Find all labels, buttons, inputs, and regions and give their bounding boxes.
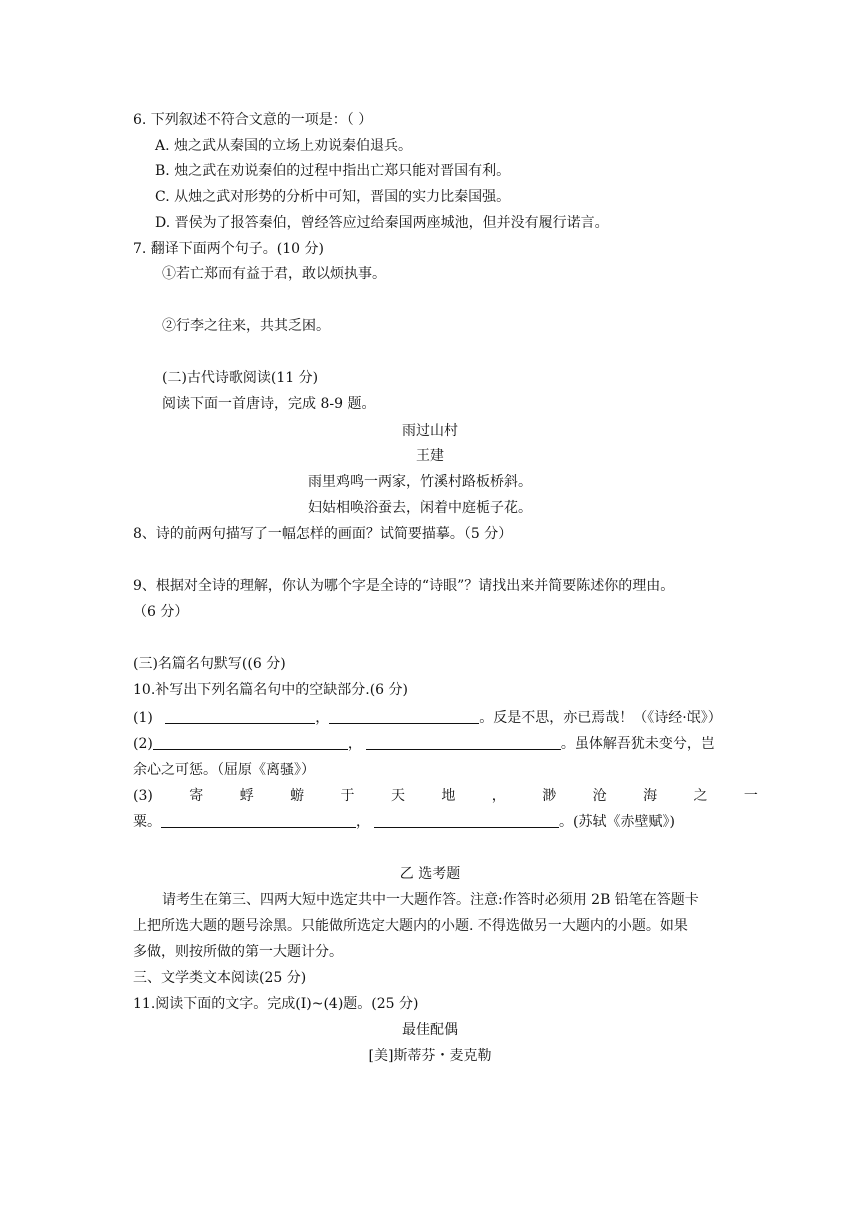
item-3-char: 渺 bbox=[542, 788, 557, 804]
q7-stem: 7. 翻译下面两个句子。(10 分) bbox=[133, 241, 324, 257]
elective-heading: 乙 选考题 bbox=[399, 866, 461, 882]
comma: ， bbox=[356, 814, 370, 830]
item-1-tail: 。反是不思，亦已焉哉！（《诗经·氓》） bbox=[479, 710, 722, 726]
poetry-intro: 阅读下面一首唐诗，完成 8-9 题。 bbox=[162, 396, 376, 412]
item-1-label: (1) bbox=[133, 710, 153, 726]
q10-item-3-cont bbox=[133, 812, 675, 832]
elective-instructions-3: 多做，则按所做的第一大题计分。 bbox=[133, 944, 343, 960]
answer-blank[interactable] bbox=[165, 709, 315, 724]
item-3-char: 沧 bbox=[592, 788, 607, 804]
q6-option-d: D. 晋侯为了报答秦伯，曾经答应过给秦国两座城池，但并没有履行诺言。 bbox=[155, 215, 609, 231]
item-3-char: 寄 bbox=[189, 788, 204, 804]
q10-item-3 bbox=[133, 786, 758, 806]
item-3-char: 地 bbox=[441, 788, 456, 804]
poem-line-1: 雨里鸡鸣一两家，竹溪村路板桥斜。 bbox=[308, 474, 532, 490]
item-3-char: ， bbox=[491, 788, 506, 804]
item-2-label: (2) bbox=[133, 736, 153, 752]
story-author: [美]斯蒂芬・麦克勒 bbox=[368, 1048, 492, 1064]
answer-blank[interactable] bbox=[366, 735, 561, 750]
q6-stem: 6. 下列叙述不符合文意的一项是：（ ） bbox=[133, 112, 373, 128]
item-3-char: 蝣 bbox=[290, 788, 305, 804]
item-3-char: 于 bbox=[340, 788, 355, 804]
answer-blank[interactable] bbox=[161, 813, 356, 828]
item-2-tail: 。虽体解吾犹未变兮，岂 bbox=[560, 736, 715, 752]
item-3-label: (3) bbox=[133, 788, 153, 804]
poem-title: 雨过山村 bbox=[402, 423, 458, 439]
item-3-char: 天 bbox=[390, 788, 405, 804]
item-3-char: 之 bbox=[693, 788, 708, 804]
elective-instructions-2: 上把所选大题的题号涂黑。只能做所选定大题内的小题. 不得选做另一大题内的小题。如果 bbox=[133, 918, 688, 934]
poetry-heading: (二)古代诗歌阅读(11 分) bbox=[162, 370, 319, 386]
q9-stem-line-2: （6 分） bbox=[133, 604, 189, 620]
recite-heading: (三)名篇名句默写((6 分) bbox=[133, 656, 286, 672]
item-3-char: 一 bbox=[743, 788, 758, 804]
comma: ， bbox=[315, 710, 330, 726]
q6-option-b: B. 烛之武在劝说秦伯的过程中指出亡郑只能对晋国有利。 bbox=[155, 163, 511, 179]
q11-stem: 11.阅读下面的文字。完成(I)~(4)题。(25 分) bbox=[133, 996, 419, 1012]
q9-stem-line-1: 9、根据对全诗的理解，你认为哪个字是全诗的“诗眼”？请找出来并简要陈述你的理由。 bbox=[133, 578, 675, 594]
item-3-head: 粟。 bbox=[133, 814, 161, 830]
q8-stem: 8、诗的前两句描写了一幅怎样的画面？试简要描摹。（5 分） bbox=[133, 526, 513, 542]
q7-sentence-2: ②行李之往来，共其乏困。 bbox=[162, 318, 330, 334]
q10-item-1 bbox=[133, 708, 722, 728]
q7-sentence-1: ①若亡郑而有益于君，敢以烦执事。 bbox=[162, 266, 386, 282]
item-3-char: 蜉 bbox=[239, 788, 254, 804]
q6-option-a: A. 烛之武从秦国的立场上劝说秦伯退兵。 bbox=[155, 138, 413, 154]
q10-item-2 bbox=[133, 734, 715, 754]
poem-author: 王建 bbox=[416, 448, 444, 464]
answer-blank[interactable] bbox=[153, 735, 348, 750]
item-3-tail: 。(苏轼《赤壁赋》) bbox=[559, 814, 675, 830]
story-title: 最佳配偶 bbox=[402, 1022, 458, 1038]
poem-line-2: 妇姑相唤浴蚕去，闲着中庭栀子花。 bbox=[308, 500, 532, 516]
q6-option-c: C. 从烛之武对形势的分析中可知，晋国的实力比秦国强。 bbox=[155, 189, 511, 205]
q10-stem: 10.补写出下列名篇名句中的空缺部分.(6 分) bbox=[133, 682, 408, 698]
answer-blank[interactable] bbox=[374, 813, 559, 828]
q10-item-2-cont: 余心之可惩。（屈原《离骚》） bbox=[133, 762, 315, 778]
item-3-char: 海 bbox=[643, 788, 658, 804]
section-3-heading: 三、文学类文本阅读(25 分) bbox=[133, 970, 307, 986]
elective-instructions-1: 请考生在第三、四两大短中选定共中一大题作答。注意:作答时必须用 2B 铅笔在答题卡 bbox=[162, 892, 699, 908]
answer-blank[interactable] bbox=[329, 709, 479, 724]
comma: ， bbox=[347, 736, 362, 752]
